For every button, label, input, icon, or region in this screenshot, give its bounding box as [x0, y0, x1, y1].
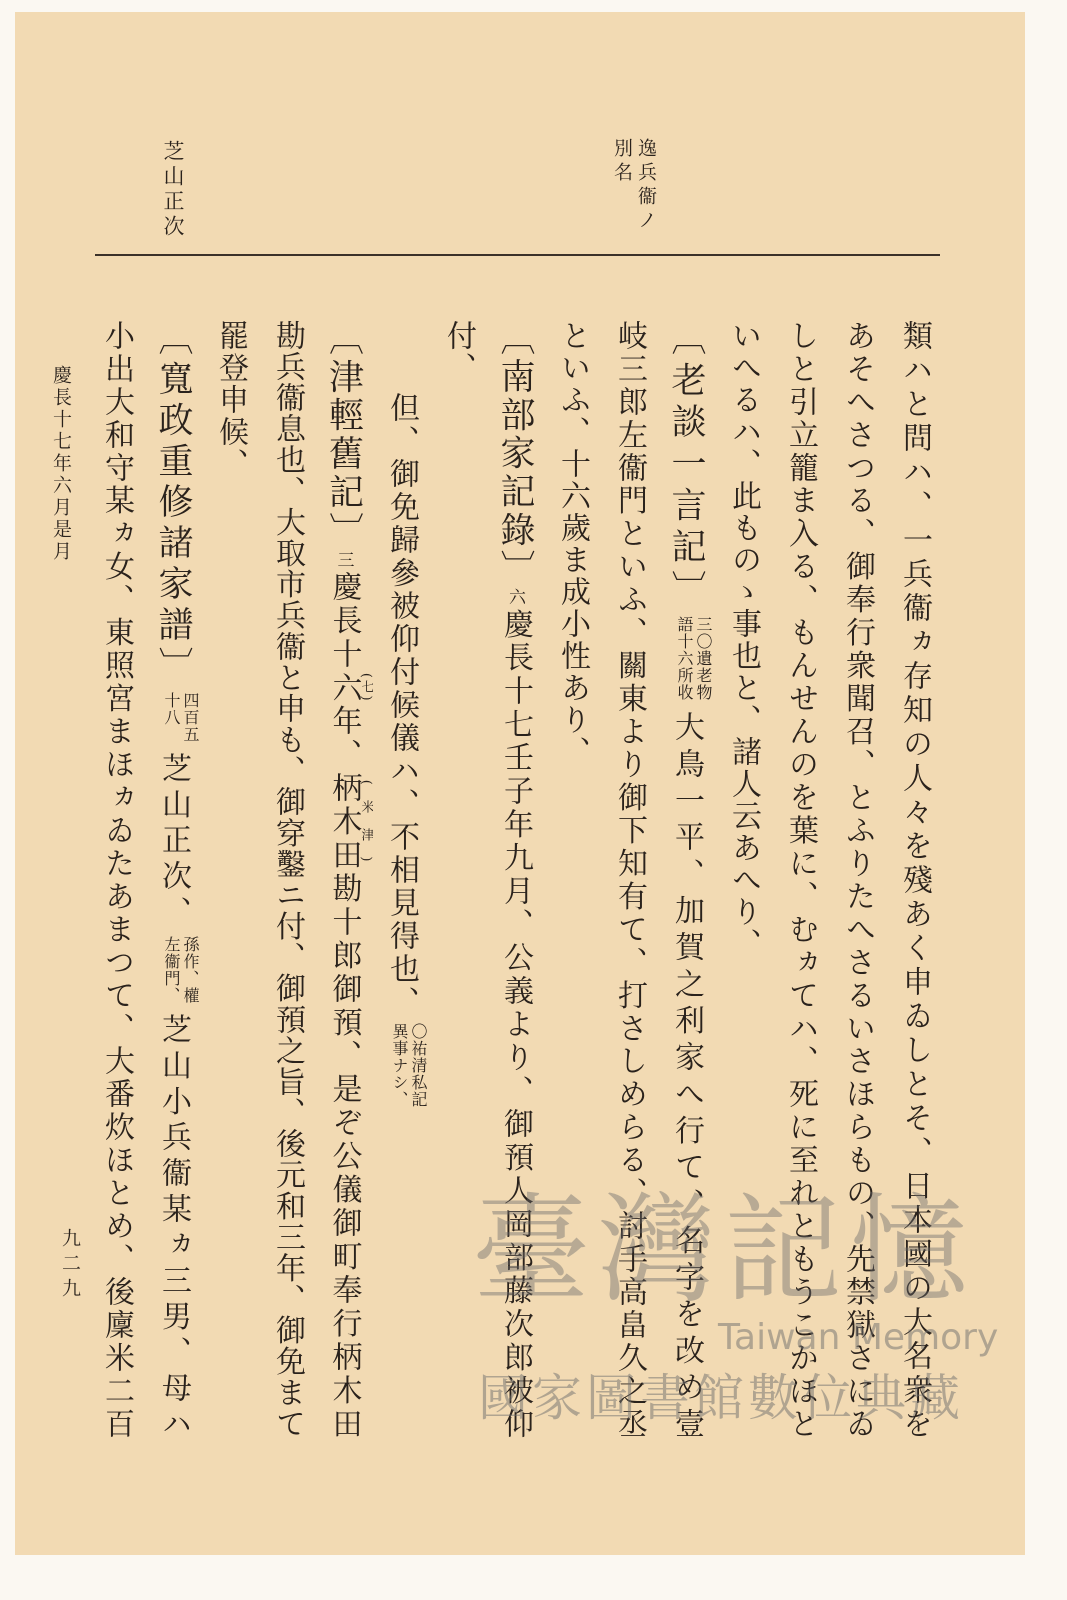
ruby-text: (米津): [358, 772, 373, 870]
note-line: 三〇遺老物: [694, 615, 713, 701]
line-text: 勘十郎御預、是ぞ公儀御町奉行柄木田: [326, 872, 362, 1438]
correction-ruby: [326, 772, 373, 873]
header-rule: [95, 254, 940, 256]
line-text: 岐三郎左衞門といふ、關東より御下知有て、打さしめらる、討手高畠久之丞: [612, 320, 647, 1438]
running-head: 慶長十七年六月是月: [50, 365, 72, 563]
note-line: 異事ナシ、: [390, 1023, 409, 1108]
source-title: 〔南部家記錄〕: [495, 320, 535, 589]
line-text: 年、: [326, 705, 362, 773]
source-title: 〔寬政重修諸家譜〕: [153, 320, 193, 688]
watermark-title: 臺灣記憶: [472, 1181, 977, 1319]
line-text: いへるハ、此ものゝ事也と、諸人云あへり、: [726, 320, 761, 960]
text-line-15: [88, 320, 145, 1438]
line-text: 慶長十七壬子年九月、公義より、御預人岡部藤次郎被仰: [498, 608, 533, 1438]
ruby-base: 柄木田: [326, 772, 362, 873]
note-line: 孫作、權: [181, 935, 200, 1004]
volume-note: 六: [505, 588, 525, 609]
line-text: しと引立籠ま入る、もんせんのを葉に、むヵてハ、死に至れともうこかほと: [783, 320, 818, 1438]
line-text: といふ、十六歲ま成小性あり、: [555, 320, 590, 768]
line-text: 但、御免歸參被仰付候儀ハ、不相見得也、: [384, 392, 419, 1019]
line-text: あそへさつる、御奉行衆聞召、とふりたへさるいさほらもの、先禁獄さにゐ: [840, 320, 875, 1438]
line-text: 勘兵衞息也、大取市兵衞と申も、御穿鑿ニ付、御預之旨、後元和三年、御免まて: [270, 320, 305, 1438]
headnote-name: 芝山正次: [161, 140, 185, 240]
alias-note: [162, 936, 200, 1004]
note-line: 〇祐清私記: [409, 1023, 428, 1108]
ruby-text: (七): [358, 671, 373, 702]
line-text: 罷登申候、: [213, 320, 248, 480]
line-text: 慶長十: [326, 571, 362, 672]
note-line: 左衞門、: [162, 935, 181, 1004]
source-title: 〔津輕舊記〕: [323, 320, 364, 551]
volume-note: 三: [333, 550, 354, 572]
text-line-14: [145, 320, 202, 1438]
watermark-org: 國家圖書館數位典藏: [478, 1369, 964, 1427]
line-text: 小出大和守某ヵ女、東照宮まほヵゐたあまつて、大番炊ほとめ、後廩米二百: [99, 320, 134, 1438]
line-text: 大鳥一平、加賀之利家へ行て、名字を改め壹: [669, 704, 704, 1438]
citation-note: [390, 1023, 428, 1108]
headnote-line: 別名: [611, 138, 633, 186]
citation-note: [675, 616, 713, 701]
text-line-11: [316, 320, 373, 1438]
note-line: 語十六所收: [675, 615, 694, 701]
line-text: 芝山小兵衞某ヵ三男、母ハ: [156, 1007, 191, 1438]
text-line-10: [373, 320, 430, 1438]
note-line: 十八: [162, 691, 181, 726]
page-number: 九二九: [59, 1228, 81, 1303]
correction-ruby: [326, 671, 373, 706]
note-line: 四百五: [181, 691, 200, 743]
text-line-13: [202, 320, 259, 1438]
source-title: 〔老談一言記〕: [666, 320, 706, 612]
citation-note: [162, 692, 200, 743]
line-text: 類ハと問ハ、一兵衞ヵ存知の人々を殘あく申ゐしとそ、日本國の大名衆を: [897, 320, 932, 1438]
watermark-english: Taiwan Memory: [718, 1317, 999, 1358]
ruby-base: 六: [326, 671, 362, 706]
line-text: 付、: [441, 320, 476, 384]
headnote-alias: [610, 138, 658, 234]
headnote-line: 逸兵衞ノ: [635, 138, 657, 234]
text-line-12: [259, 320, 316, 1438]
person-name: 芝山正次、: [156, 746, 191, 932]
